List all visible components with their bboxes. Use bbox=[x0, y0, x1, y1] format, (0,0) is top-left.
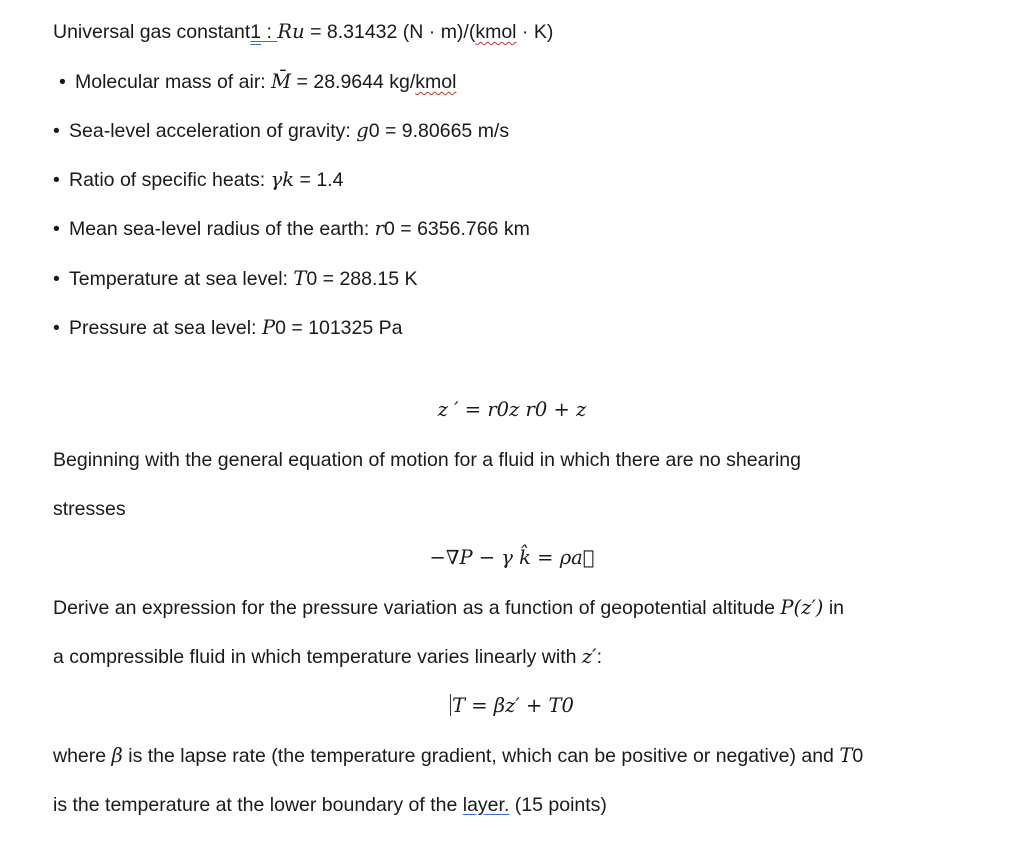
derive-paragraph-line2 bbox=[53, 645, 602, 669]
points-note: (15 points) bbox=[509, 794, 607, 816]
item-symbol: g bbox=[356, 119, 369, 142]
equation-temperature-line bbox=[0, 694, 1024, 718]
item-value: = 28.9644 kg/ bbox=[291, 71, 416, 93]
spell-flag-kmol[interactable]: kmol bbox=[415, 71, 457, 93]
where-paragraph-line2 bbox=[53, 793, 607, 817]
list-item-earth-radius bbox=[53, 217, 530, 241]
gas-constant-line bbox=[53, 20, 553, 44]
subscript-zero: 0 bbox=[852, 745, 864, 767]
item-label: Molecular mass of air: bbox=[75, 71, 272, 93]
altitude-symbol: z′ bbox=[581, 645, 597, 668]
derive-end: : bbox=[596, 646, 603, 668]
temperature-symbol: T bbox=[839, 744, 853, 767]
item-value: = 1.4 bbox=[294, 169, 344, 191]
item-value: 0 = 101325 Pa bbox=[275, 317, 403, 339]
where-text: is the temperature at the lower boundary of the bbox=[53, 794, 463, 816]
footnote-sep: : bbox=[261, 21, 278, 43]
bullet: • bbox=[53, 120, 60, 142]
footnote-ref[interactable]: 1 bbox=[250, 21, 262, 43]
equation-temperature: T = βz′ + T0 bbox=[452, 694, 574, 717]
list-item-specific-heats bbox=[53, 168, 343, 192]
where-paragraph-line1 bbox=[53, 744, 863, 768]
where-text: where bbox=[53, 745, 112, 767]
item-symbol: M̄ bbox=[271, 70, 292, 93]
bullet: • bbox=[53, 268, 60, 290]
item-value: 0 = 6356.766 km bbox=[384, 218, 530, 240]
item-label: Mean sea-level radius of the earth: bbox=[69, 218, 375, 240]
item-symbol: P bbox=[261, 316, 276, 339]
gas-constant-value: = 8.31432 (N · m)/( bbox=[304, 21, 476, 43]
text-cursor bbox=[450, 694, 451, 716]
gas-constant-tail: · K) bbox=[516, 21, 554, 43]
item-symbol: γk bbox=[270, 168, 295, 191]
bullet: • bbox=[53, 317, 60, 339]
list-item-molecular-mass bbox=[59, 70, 456, 94]
grammar-flag-layer[interactable]: layer. bbox=[462, 794, 510, 816]
derive-paragraph-line1 bbox=[53, 596, 844, 620]
bullet: • bbox=[53, 218, 60, 240]
bullet: • bbox=[59, 71, 66, 93]
item-value: 0 = 288.15 K bbox=[306, 268, 418, 290]
intro-paragraph-line2: stresses bbox=[53, 498, 126, 520]
beta-symbol: β bbox=[111, 744, 123, 767]
list-item-sea-level-temperature bbox=[53, 267, 418, 291]
item-label: Pressure at sea level: bbox=[69, 317, 262, 339]
item-value: 0 = 9.80665 m/s bbox=[368, 120, 510, 142]
gas-constant-symbol: Ru bbox=[277, 20, 305, 43]
derive-end: in bbox=[823, 597, 845, 619]
equation-geopotential: z ′ = r0z r0 + z bbox=[437, 398, 587, 421]
item-label: Temperature at sea level: bbox=[69, 268, 294, 290]
item-symbol: T bbox=[293, 267, 307, 290]
equation-motion: −∇P − γ k̂ = ρa⃗ bbox=[429, 546, 595, 569]
item-symbol: r bbox=[374, 217, 384, 240]
bullet: • bbox=[53, 169, 60, 191]
derive-text: a compressible fluid in which temperature varies linearly with bbox=[53, 646, 582, 668]
list-item-sea-level-pressure bbox=[53, 316, 402, 340]
list-item-gravity bbox=[53, 119, 509, 143]
item-label: Ratio of specific heats: bbox=[69, 169, 271, 191]
intro-paragraph-line1: Beginning with the general equation of motion for a fluid in which there are no shearing bbox=[53, 449, 801, 471]
pressure-function: P(z′) bbox=[780, 596, 824, 619]
spell-flag-kmol[interactable]: kmol bbox=[475, 21, 517, 43]
derive-text: Derive an expression for the pressure variation as a function of geopotential altitude bbox=[53, 597, 781, 619]
item-label: Sea-level acceleration of gravity: bbox=[69, 120, 357, 142]
where-text: is the lapse rate (the temperature gradient, which can be positive or negative) and bbox=[122, 745, 840, 767]
gas-constant-label: Universal gas constant bbox=[53, 21, 251, 43]
